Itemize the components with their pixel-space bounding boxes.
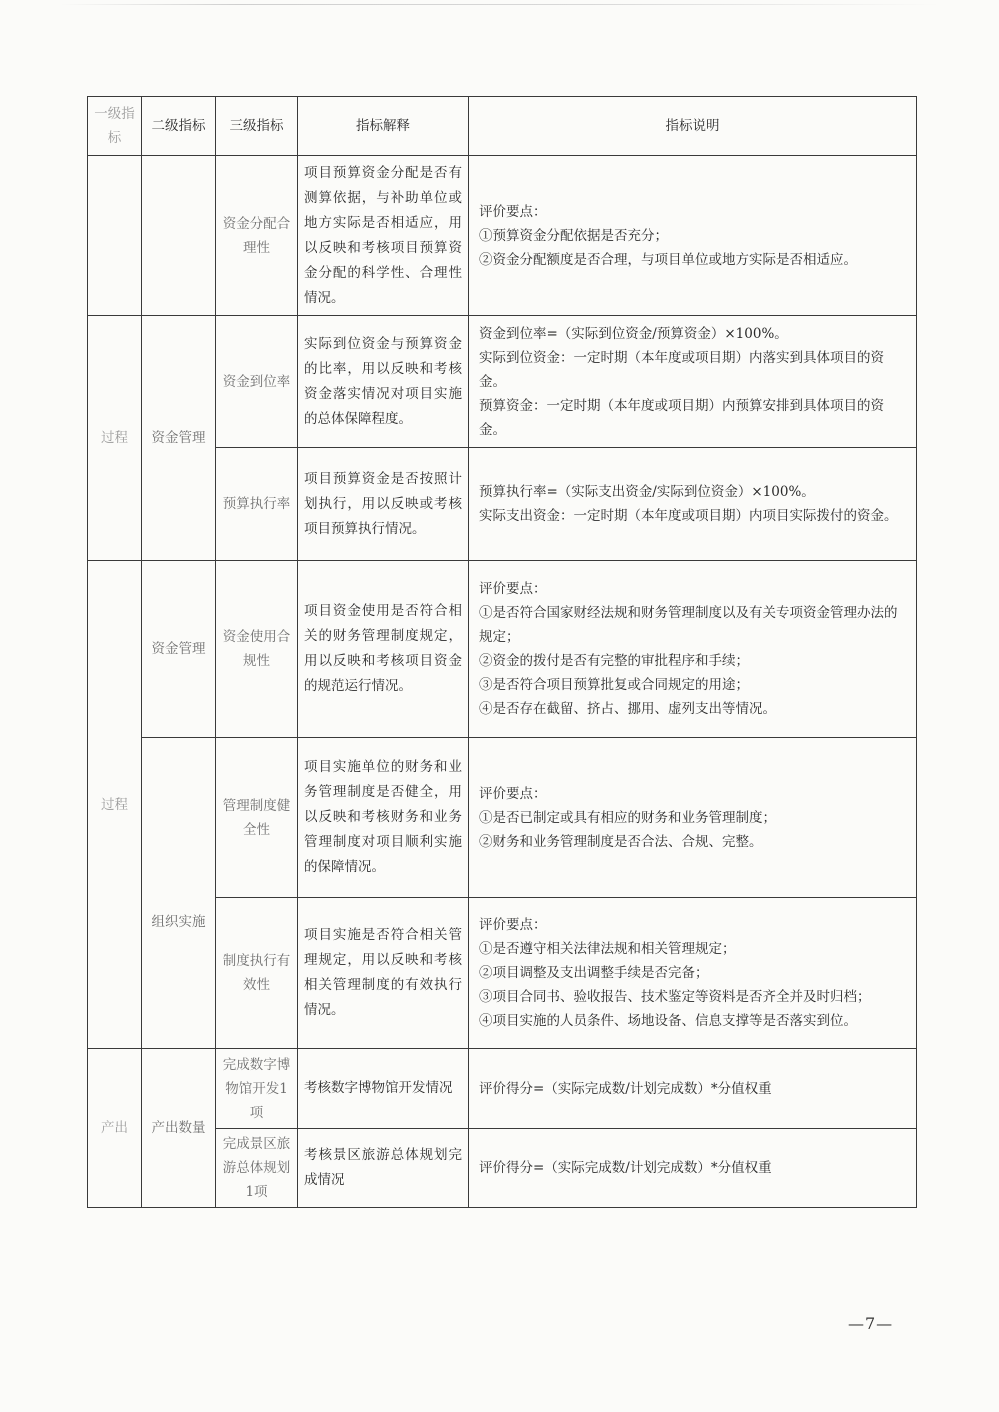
header-explain: 指标解释	[298, 97, 469, 156]
level1-cell: 过程	[88, 316, 142, 561]
note-cell	[469, 316, 917, 448]
note-cell	[469, 561, 917, 738]
header-level1: 一级指标	[88, 97, 142, 156]
note-line: ①是否符合国家财经法规和财务管理制度以及有关专项资金管理办法的规定；	[479, 605, 898, 645]
note-line: 评价要点：	[479, 581, 547, 597]
note-line: 评价得分=（实际完成数/计划完成数）*分值权重	[479, 1080, 772, 1097]
note-line: ③是否符合项目预算批复或合同规定的用途；	[479, 677, 749, 693]
level3-cell: 管理制度健全性	[216, 738, 298, 898]
level2-cell: 资金管理	[142, 561, 216, 738]
table-row	[88, 1049, 917, 1129]
note-line: 实际到位资金：一定时期（本年度或项目期）内落实到具体项目的资金。	[479, 349, 884, 390]
note-cell	[469, 156, 917, 316]
note-line: 评价得分=（实际完成数/计划完成数）*分值权重	[479, 1160, 772, 1176]
level3-cell: 完成景区旅游总体规划1项	[216, 1129, 298, 1208]
level2-cell: 产出数量	[142, 1049, 216, 1208]
note-line: ④是否存在截留、挤占、挪用、虚列支出等情况。	[479, 701, 776, 717]
table-row	[88, 316, 917, 448]
page-number: —7—	[848, 1314, 894, 1333]
level2-cell: 资金管理	[142, 316, 216, 561]
explain-cell: 项目资金使用是否符合相关的财务管理制度规定，用以反映和考核项目资金的规范运行情况。	[298, 561, 469, 738]
explain-cell: 项目预算资金分配是否有测算依据，与补助单位或地方实际是否相适应，用以反映和考核项目预算资金分配的科学性、合理性情况。	[298, 156, 469, 316]
performance-indicator-table	[87, 96, 917, 1208]
header-level3: 三级指标	[216, 97, 298, 156]
note-line: ②项目调整及支出调整手续是否完备；	[479, 965, 709, 981]
level1-cell-empty	[88, 156, 142, 316]
explain-cell: 考核数字博物馆开发情况	[298, 1049, 469, 1129]
explain-cell: 项目实施单位的财务和业务管理制度是否健全，用以反映和考核财务和业务管理制度对项目顺利实施的保障情况。	[298, 738, 469, 898]
level3-cell: 完成数字博物馆开发1项	[216, 1049, 298, 1129]
note-line: ②资金的拨付是否有完整的审批程序和手续；	[479, 653, 749, 669]
level3-cell: 资金到位率	[216, 316, 298, 448]
level3-cell: 资金使用合规性	[216, 561, 298, 738]
level1-cell: 产出	[88, 1049, 142, 1208]
note-line: 评价要点：	[479, 203, 547, 220]
level1-cell: 过程	[88, 561, 142, 1049]
note-cell	[469, 448, 917, 561]
header-note: 指标说明	[469, 97, 917, 156]
note-line: ①预算资金分配依据是否充分；	[479, 227, 668, 244]
note-cell	[469, 1129, 917, 1208]
header-row	[88, 97, 917, 156]
table-row	[88, 561, 917, 738]
note-cell	[469, 738, 917, 898]
level3-cell: 资金分配合理性	[216, 156, 298, 316]
header-level2: 二级指标	[142, 97, 216, 156]
explain-cell: 项目预算资金是否按照计划执行，用以反映或考核项目预算执行情况。	[298, 448, 469, 561]
note-line: 评价要点：	[479, 785, 547, 802]
level2-cell-empty	[142, 156, 216, 316]
note-cell	[469, 898, 917, 1049]
note-line: ②财务和业务管理制度是否合法、合规、完整。	[479, 833, 763, 850]
note-line: ④项目实施的人员条件、场地设备、信息支撑等是否落实到位。	[479, 1013, 857, 1029]
table-row	[88, 156, 917, 316]
explain-cell: 项目实施是否符合相关管理规定，用以反映和考核相关管理制度的有效执行情况。	[298, 898, 469, 1049]
note-line: 实际支出资金：一定时期（本年度或项目期）内项目实际拨付的资金。	[479, 508, 898, 524]
explain-cell: 实际到位资金与预算资金的比率，用以反映和考核资金落实情况对项目实施的总体保障程度。	[298, 316, 469, 448]
note-cell	[469, 1049, 917, 1129]
level3-cell: 预算执行率	[216, 448, 298, 561]
note-line: 预算资金：一定时期（本年度或项目期）内预算安排到具体项目的资金。	[479, 397, 884, 438]
note-line: 资金到位率=（实际到位资金/预算资金）×100%。	[479, 325, 788, 342]
explain-cell: 考核景区旅游总体规划完成情况	[298, 1129, 469, 1208]
note-line: ①是否遵守相关法律法规和相关管理规定；	[479, 941, 736, 957]
level2-cell: 组织实施	[142, 738, 216, 1049]
note-line: ①是否已制定或具有相应的财务和业务管理制度；	[479, 809, 776, 826]
note-line: ③项目合同书、验收报告、技术鉴定等资料是否齐全并及时归档；	[479, 989, 871, 1005]
note-line: 评价要点：	[479, 917, 547, 933]
level3-cell: 制度执行有效性	[216, 898, 298, 1049]
scan-top-line	[60, 4, 940, 5]
note-line: ②资金分配额度是否合理，与项目单位或地方实际是否相适应。	[479, 251, 857, 268]
note-line: 预算执行率=（实际支出资金/实际到位资金）×100%。	[479, 484, 815, 500]
table-row	[88, 738, 917, 898]
